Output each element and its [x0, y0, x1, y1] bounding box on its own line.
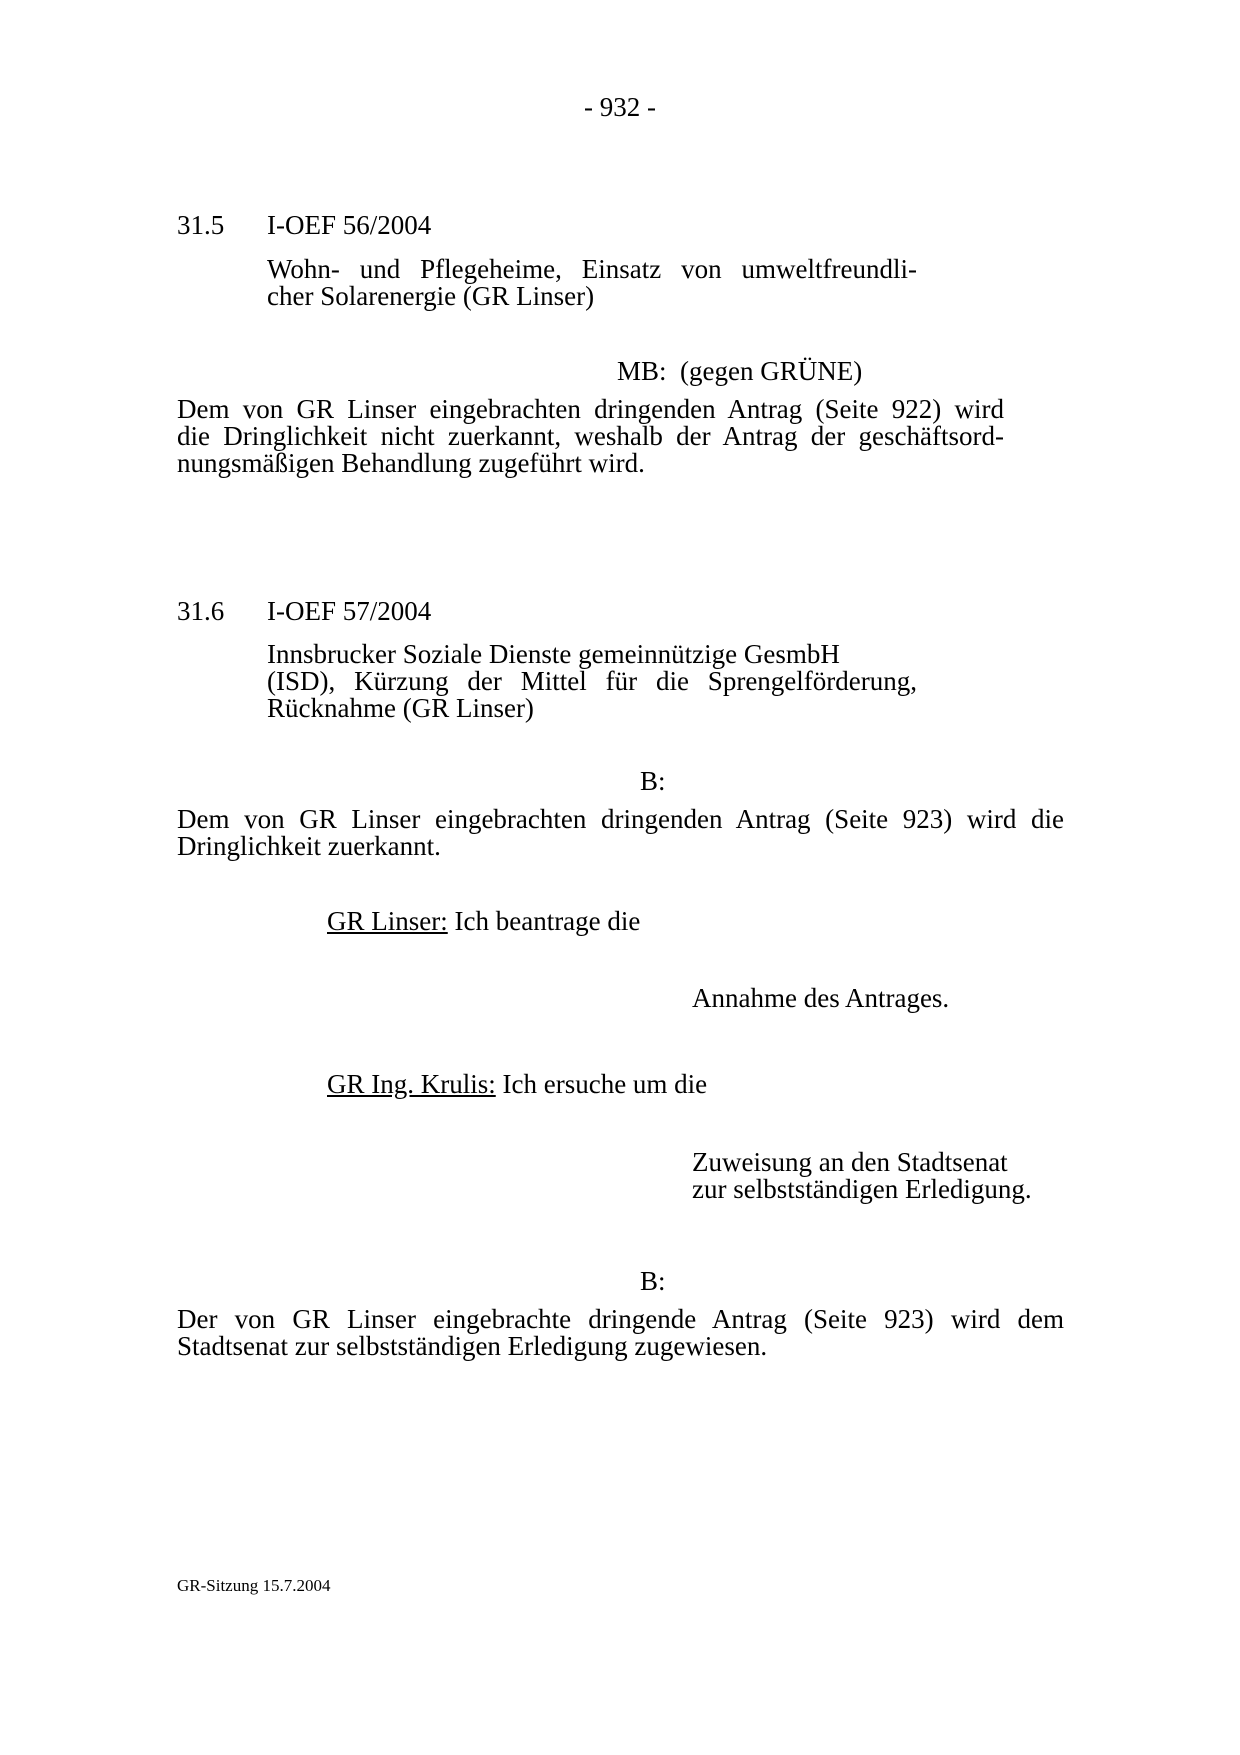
- subject-line: Wohn- und Pflegeheime, Einsatz von umweltfreundli-: [267, 254, 917, 284]
- motion-line: Annahme des Antrages.: [692, 983, 950, 1013]
- page-number: - 932 -: [584, 92, 656, 122]
- item-number: 31.5: [177, 210, 225, 240]
- speaker-name: GR Ing. Krulis:: [327, 1069, 496, 1099]
- motion-text: [692, 1149, 1032, 1203]
- speaker-text: Ich beantrage die: [447, 906, 641, 936]
- decision-text: [177, 396, 1004, 477]
- speaker-text: Ich ersuche um die: [495, 1069, 708, 1099]
- motion-line: zur selbstständigen Erledigung.: [692, 1174, 1032, 1204]
- footer: GR-Sitzung 15.7.2004: [177, 1576, 331, 1595]
- decision-note: (gegen GRÜNE): [680, 356, 863, 386]
- decision-line: die Dringlichkeit nicht zuerkannt, weshalb der Antrag der geschäftsord-: [177, 421, 1004, 451]
- speaker-statement: [327, 906, 640, 937]
- item-subject: [267, 641, 917, 722]
- item-subject: [267, 256, 917, 310]
- subject-line: cher Solarenergie (GR Linser): [267, 281, 595, 311]
- decision-label: [617, 356, 862, 387]
- decision-line: Dringlichkeit zuerkannt.: [177, 831, 441, 861]
- speaker-statement: [327, 1069, 707, 1100]
- decision-line: Stadtsenat zur selbstständigen Erledigung zugewiesen.: [177, 1331, 768, 1361]
- item-code: I-OEF 57/2004: [267, 596, 432, 626]
- speaker-name: GR Linser:: [327, 906, 448, 936]
- subject-line: Innsbrucker Soziale Dienste gemeinnützige GesmbH: [267, 639, 840, 669]
- subject-line: Rücknahme (GR Linser): [267, 693, 534, 723]
- decision-label: B:: [640, 1266, 666, 1296]
- decision-label-text: MB:: [617, 356, 667, 386]
- decision-line: Dem von GR Linser eingebrachten dringenden Antrag (Seite 922) wird: [177, 394, 1004, 424]
- item-code: I-OEF 56/2004: [267, 210, 432, 240]
- subject-line: (ISD), Kürzung der Mittel für die Sprengelförderung,: [267, 666, 917, 696]
- decision-line: nungsmäßigen Behandlung zugeführt wird.: [177, 448, 645, 478]
- decision-text: [177, 806, 1064, 860]
- decision-label: B:: [640, 766, 666, 796]
- decision-line: Der von GR Linser eingebrachte dringende Antrag (Seite 923) wird dem: [177, 1304, 1064, 1334]
- item-number: 31.6: [177, 596, 225, 626]
- decision-text: [177, 1306, 1064, 1360]
- motion-line: Zuweisung an den Stadtsenat: [692, 1147, 1008, 1177]
- decision-line: Dem von GR Linser eingebrachten dringenden Antrag (Seite 923) wird die: [177, 804, 1064, 834]
- motion-text: [692, 985, 949, 1012]
